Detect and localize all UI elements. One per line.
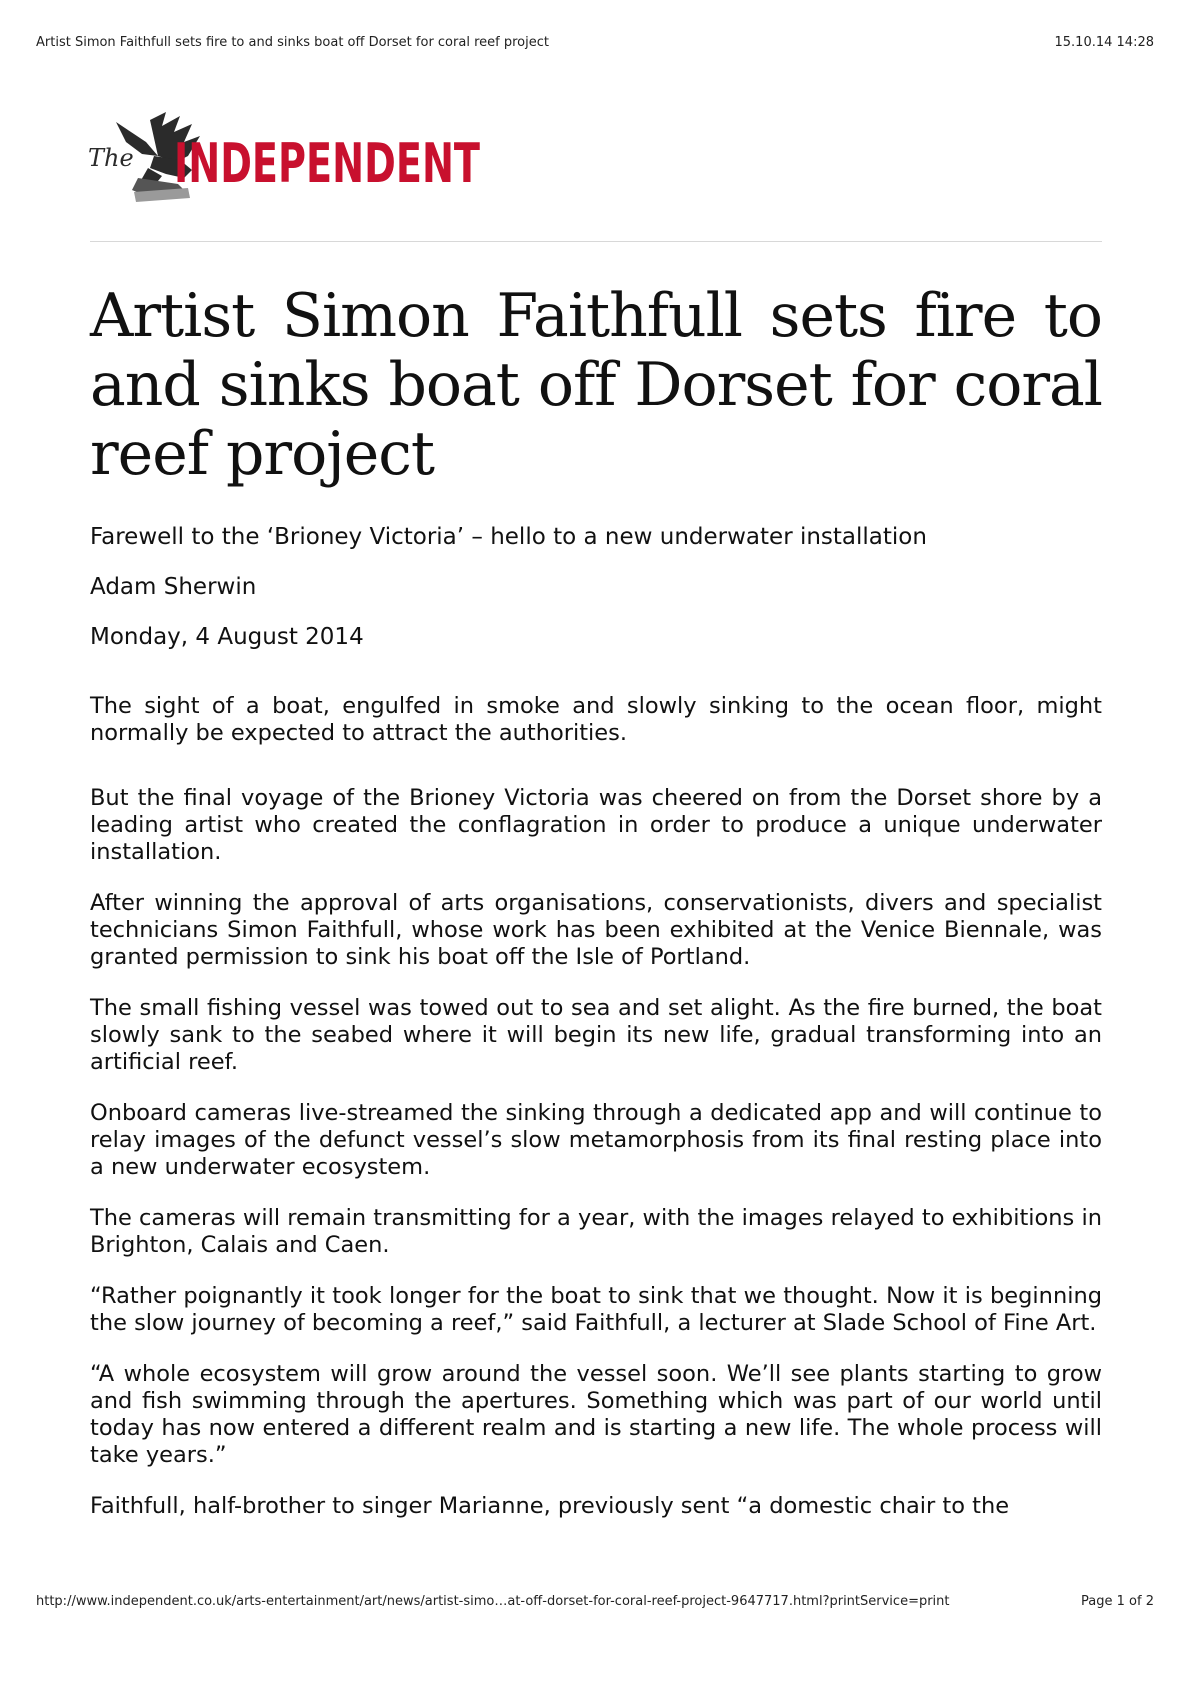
- independent-logo[interactable]: [88, 112, 528, 212]
- eagle-icon: [88, 112, 528, 212]
- body-paragraph: But the final voyage of the Brioney Victoria was cheered on from the Dorset shore by a leading artist who created the conflagration in order to produce a unique underwater installation.: [90, 785, 1102, 865]
- body-paragraph: After winning the approval of arts organisations, conservationists, divers and specialist technicians Simon Faithfull, whose work has been exhibited at the Venice Biennale, was granted permission to sink his boat off the Isle of Portland.: [90, 890, 1102, 970]
- body-paragraph: Faithfull, half-brother to singer Marianne, previously sent “a domestic chair to the: [90, 1493, 1010, 1519]
- publish-date: Monday, 4 August 2014: [90, 624, 364, 650]
- print-footer-url: http://www.independent.co.uk/arts-entertainment/art/news/artist-simo…at-off-dorset-for-coral-reef-project-9647717.html?printService=print: [36, 1594, 950, 1609]
- body-paragraph: The sight of a boat, engulfed in smoke and slowly sinking to the ocean floor, might normally be expected to attract the authorities.: [90, 693, 1102, 746]
- page-number: Page 1 of 2: [1081, 1594, 1154, 1609]
- headline: Artist Simon Faithfull sets fire to and sinks boat off Dorset for coral reef project: [90, 281, 1102, 489]
- article: [90, 282, 1102, 1520]
- body-paragraph: The cameras will remain transmitting for a year, with the images relayed to exhibitions in Brighton, Calais and Caen.: [90, 1205, 1102, 1258]
- print-header-datetime: 15.10.14 14:28: [1054, 35, 1154, 50]
- logo-wordmark: INDEPENDENT: [174, 132, 481, 195]
- body-paragraph: “Rather poignantly it took longer for the boat to sink that we thought. Now it is beginning the slow journey of becoming a reef,” said Faithfull, a lecturer at Slade School of Fine Art.: [90, 1283, 1102, 1336]
- header-divider: [90, 241, 1102, 242]
- body-paragraph: The small fishing vessel was towed out to sea and set alight. As the fire burned, the boat slowly sank to the seabed where it will begin its new life, gradual transforming into an artificial reef.: [90, 995, 1102, 1075]
- body-paragraph: Onboard cameras live-streamed the sinking through a dedicated app and will continue to relay images of the defunct vessel’s slow metamorphosis from its final resting place into a new underwater ecosystem.: [90, 1100, 1102, 1180]
- logo-the: The: [88, 144, 134, 172]
- print-header-title: Artist Simon Faithfull sets fire to and sinks boat off Dorset for coral reef project: [36, 35, 549, 50]
- body-paragraph: “A whole ecosystem will grow around the vessel soon. We’ll see plants starting to grow and fish swimming through the apertures. Something which was part of our world until today has now entered a different realm and is starting a new life. The whole process will take years.”: [90, 1361, 1102, 1468]
- author-byline: Adam Sherwin: [90, 574, 257, 600]
- standfirst: Farewell to the ‘Brioney Victoria’ – hello to a new underwater installation: [90, 524, 927, 550]
